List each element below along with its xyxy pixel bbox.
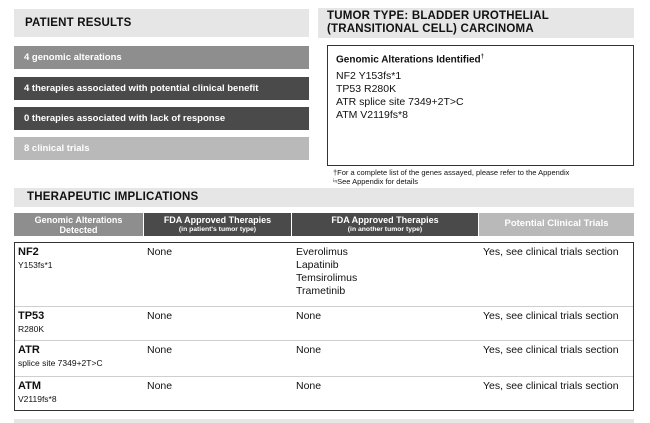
section-divider <box>14 419 634 423</box>
column-header-alterations: Genomic Alterations Detected <box>14 213 143 236</box>
genomic-alterations-summary: 4 genomic alterations <box>14 46 309 69</box>
column-header-fda-other-tumor: FDA Approved Therapies (in another tumor type) <box>292 213 478 236</box>
gene-variant: V2119fs*8 <box>18 394 57 404</box>
table-row <box>15 243 633 307</box>
therapies-benefit-summary: 4 therapies associated with potential clinical benefit <box>14 77 309 100</box>
fda-other-tumor-cell: None <box>296 380 322 392</box>
footnote-mark: † <box>480 54 484 60</box>
tumor-type-line-1: TUMOR TYPE: BLADDER UROTHELIAL <box>327 10 549 22</box>
therapeutic-implications-table <box>14 242 634 411</box>
tumor-type-header <box>318 8 634 38</box>
tumor-type-line-2: (TRANSITIONAL CELL) CARCINOMA <box>327 23 534 35</box>
table-row <box>15 377 633 410</box>
fda-other-tumor-cell <box>296 246 357 298</box>
gene-name: TP53 <box>18 310 45 322</box>
column-header-clinical-trials: Potential Clinical Trials <box>479 213 634 236</box>
fda-patient-tumor-cell: None <box>147 310 173 322</box>
clinical-trials-cell: Yes, see clinical trials section <box>483 246 619 258</box>
clinical-trials-cell: Yes, see clinical trials section <box>483 344 619 356</box>
table-row <box>15 341 633 377</box>
patient-results-header: PATIENT RESULTS <box>14 9 309 37</box>
fda-patient-tumor-cell: None <box>147 246 173 258</box>
gene-variant: Y153fs*1 <box>18 260 53 270</box>
fda-patient-tumor-cell: None <box>147 380 173 392</box>
therapy-name: Temsirolimus <box>296 272 358 284</box>
clinical-trials-cell: Yes, see clinical trials section <box>483 310 619 322</box>
therapies-lack-response-summary: 0 therapies associated with lack of response <box>14 107 309 130</box>
therapy-name: Everolimus <box>296 246 348 258</box>
fda-other-tumor-cell: None <box>296 344 322 356</box>
gene-name: NF2 <box>18 246 39 258</box>
therapy-name: Lapatinib <box>296 259 339 271</box>
footnote-genes-assayed: †For a complete list of the genes assayed, please refer to the Appendix <box>333 168 570 177</box>
gene-variant: R280K <box>18 324 44 334</box>
alteration-item: ATR splice site 7349+2T>C <box>336 96 464 109</box>
alteration-item: NF2 Y153fs*1 <box>336 70 402 83</box>
genomic-alterations-box <box>327 45 634 166</box>
column-header-fda-patient-tumor: FDA Approved Therapies (in patient's tumor type) <box>144 213 291 236</box>
table-row <box>15 307 633 341</box>
gene-name: ATM <box>18 380 42 392</box>
genomic-alterations-title: Genomic Alterations Identified† <box>336 54 484 66</box>
therapy-name: Trametinib <box>296 285 346 297</box>
clinical-trials-cell: Yes, see clinical trials section <box>483 380 619 392</box>
gene-variant: splice site 7349+2T>C <box>18 358 103 368</box>
footnote-appendix: ⁱⁿSee Appendix for details <box>333 177 418 186</box>
alteration-item: TP53 R280K <box>336 83 397 96</box>
alteration-item: ATM V2119fs*8 <box>336 109 408 122</box>
fda-patient-tumor-cell: None <box>147 344 173 356</box>
clinical-trials-summary: 8 clinical trials <box>14 137 309 160</box>
therapeutic-implications-header: THERAPEUTIC IMPLICATIONS <box>14 188 634 207</box>
fda-other-tumor-cell: None <box>296 310 322 322</box>
gene-name: ATR <box>18 344 40 356</box>
